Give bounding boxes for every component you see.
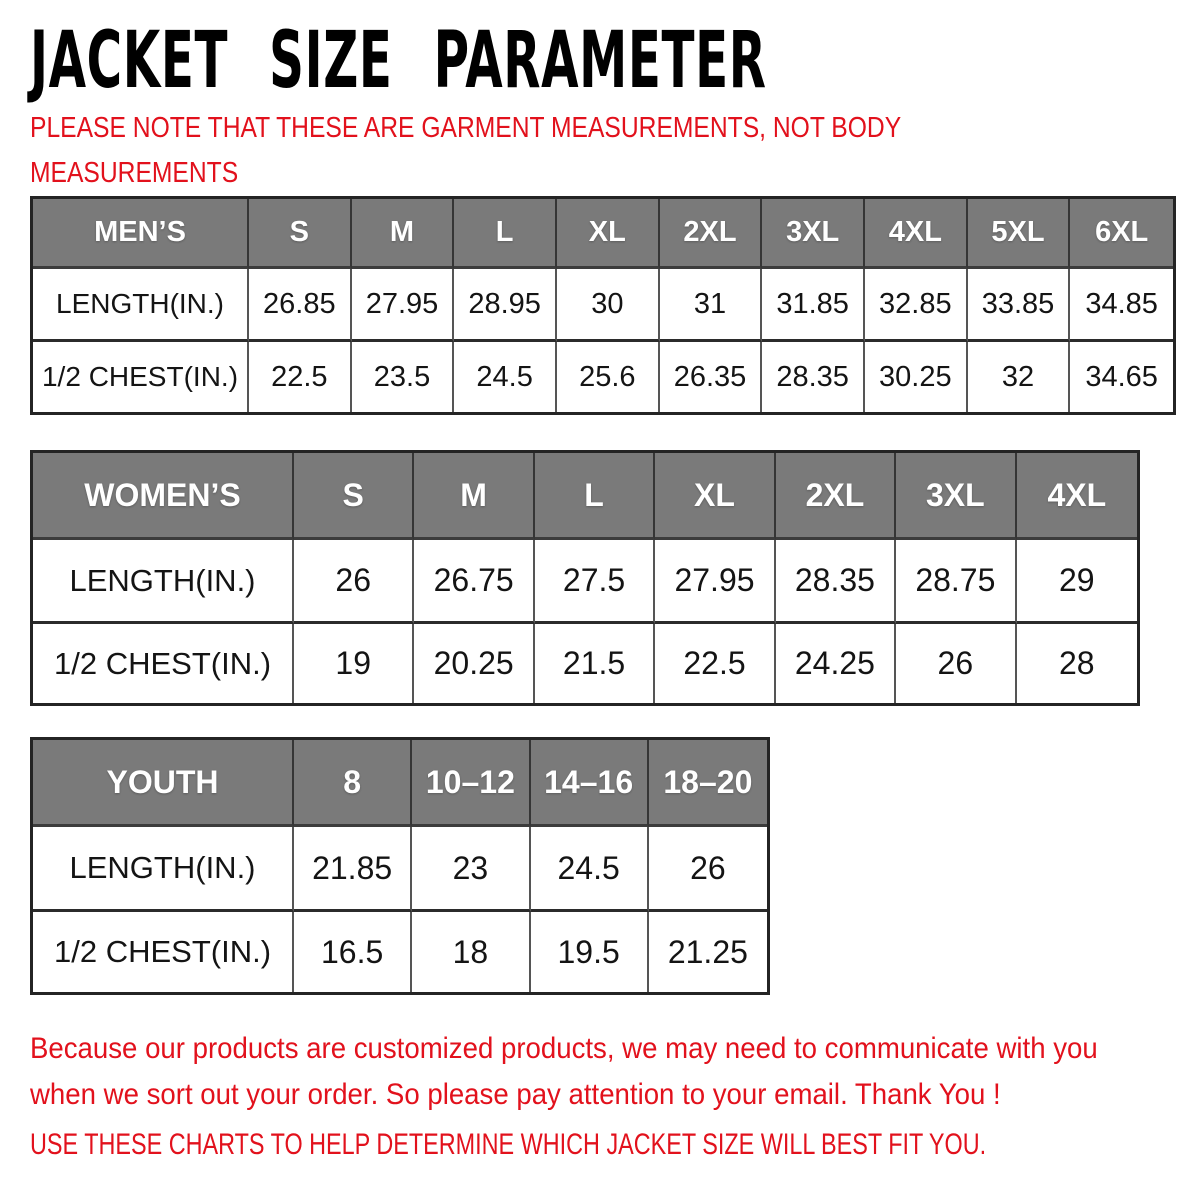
page-title: JACKET SIZE PARAMETER: [30, 16, 767, 106]
value-cell: 24.5: [531, 827, 649, 912]
value-cell: 25.6: [557, 342, 660, 412]
table-header-cell: 3XL: [896, 453, 1016, 540]
value-cell: 20.25: [414, 624, 534, 703]
value-cell: 30: [557, 269, 660, 342]
value-cell: 24.25: [776, 624, 896, 703]
row-label-cell: 1/2 CHEST(IN.): [33, 342, 249, 412]
value-cell: 26: [649, 827, 767, 912]
value-cell: 31.85: [762, 269, 865, 342]
table-header-cell: 4XL: [865, 199, 968, 269]
table-header-cell: 5XL: [968, 199, 1071, 269]
note-line-1: PLEASE NOTE THAT THESE ARE GARMENT MEASUREMENTS, NOT BODY: [30, 112, 902, 144]
value-cell: 34.85: [1070, 269, 1173, 342]
table-header-cell: 14–16: [531, 740, 649, 827]
table-header-cell: 8: [294, 740, 412, 827]
value-cell: 19.5: [531, 912, 649, 992]
table-header-cell: XL: [655, 453, 775, 540]
value-cell: 27.95: [352, 269, 455, 342]
value-cell: 21.5: [535, 624, 655, 703]
value-cell: 22.5: [655, 624, 775, 703]
row-label-cell: 1/2 CHEST(IN.): [33, 624, 294, 703]
value-cell: 23: [412, 827, 530, 912]
value-cell: 21.25: [667, 933, 748, 970]
value-cell: 28.75: [896, 540, 1016, 624]
row-label-cell: LENGTH(IN.): [33, 269, 249, 342]
table-header-cell: XL: [557, 199, 660, 269]
value-cell: 22.5: [249, 342, 352, 412]
row-label-cell: LENGTH(IN.): [33, 827, 294, 912]
value-cell: 34.65: [1085, 360, 1158, 393]
value-cell: 32: [968, 342, 1071, 412]
value-cell: 31: [660, 269, 763, 342]
table-header-cell: YOUTH: [33, 740, 294, 827]
note-line-2: MEASUREMENTS: [30, 157, 239, 189]
value-cell: 23.5: [352, 342, 455, 412]
row-label-cell: LENGTH(IN.): [33, 540, 294, 624]
fit-advice-line: USE THESE CHARTS TO HELP DETERMINE WHICH JACKET SIZE WILL BEST FIT YOU.: [30, 1128, 987, 1161]
footer-note-line-1: Because our products are customized products, we may need to communicate with you: [30, 1032, 1098, 1065]
value-cell: 29: [1017, 540, 1137, 624]
value-cell: 26: [294, 540, 414, 624]
value-cell: 19: [294, 624, 414, 703]
value-cell: 28: [1058, 645, 1095, 681]
table-header-cell: 10–12: [412, 740, 530, 827]
value-cell: 26.75: [414, 540, 534, 624]
value-cell: 32.85: [865, 269, 968, 342]
table-header-cell: 18–20: [649, 740, 767, 827]
value-cell: 27.95: [655, 540, 775, 624]
garment-note: [30, 106, 901, 196]
value-cell: 30.25: [865, 342, 968, 412]
value-cell: 18: [412, 912, 530, 992]
value-cell: 28.35: [762, 342, 865, 412]
table-header-cell: S: [249, 199, 352, 269]
table-header-cell: 6XL: [1070, 199, 1173, 269]
footer-note-line-2: when we sort out your order. So please pay attention to your email. Thank You !: [30, 1078, 1001, 1111]
value-cell: 16.5: [294, 912, 412, 992]
value-cell: 27.5: [535, 540, 655, 624]
value-cell: 24.5: [454, 342, 557, 412]
table-header-cell: M: [352, 199, 455, 269]
table-header-cell: 4XL: [1017, 453, 1137, 540]
row-label-cell: 1/2 CHEST(IN.): [33, 912, 294, 992]
table-header-cell: S: [294, 453, 414, 540]
value-cell: 28.95: [454, 269, 557, 342]
mens-size-table: [30, 196, 1176, 415]
table-header-cell: L: [535, 453, 655, 540]
table-header-cell: M: [414, 453, 534, 540]
value-cell: 33.85: [968, 269, 1071, 342]
youth-size-table: [30, 737, 770, 995]
value-cell: 26.35: [660, 342, 763, 412]
table-header-cell: 2XL: [776, 453, 896, 540]
table-header-cell: L: [454, 199, 557, 269]
table-header-cell: 2XL: [660, 199, 763, 269]
table-header-cell: MEN’S: [33, 199, 249, 269]
value-cell: 28.35: [776, 540, 896, 624]
womens-size-table: [30, 450, 1140, 706]
value-cell: 26.85: [249, 269, 352, 342]
value-cell: 21.85: [294, 827, 412, 912]
table-header-cell: WOMEN’S: [33, 453, 294, 540]
table-header-cell: 3XL: [762, 199, 865, 269]
value-cell: 26: [896, 624, 1016, 703]
customized-products-note: [30, 1026, 1098, 1118]
